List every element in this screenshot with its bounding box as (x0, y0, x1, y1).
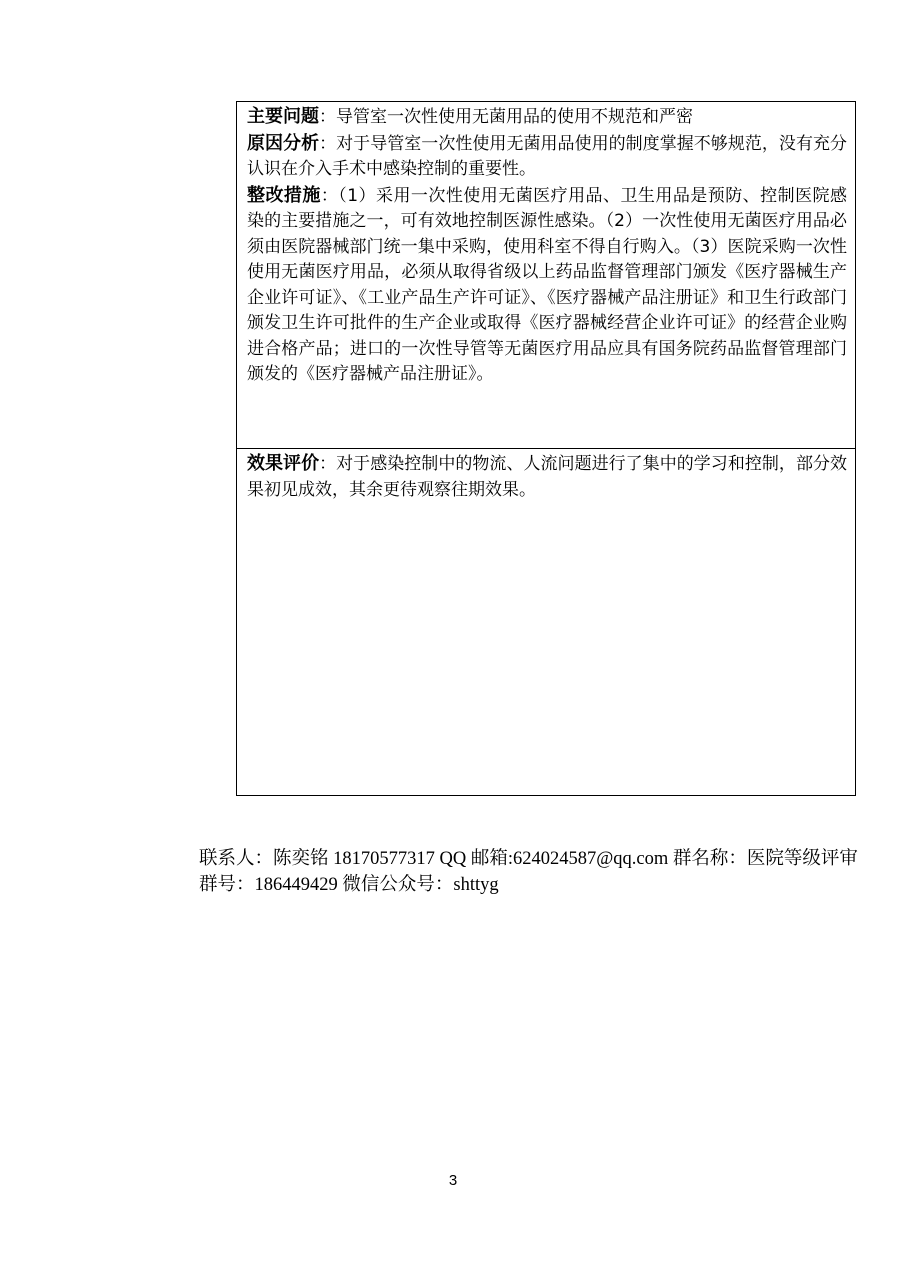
main-issue-text: ：导管室一次性使用无菌用品的使用不规范和严密 (319, 107, 693, 127)
measures-paragraph (247, 183, 847, 388)
problem-cell (237, 102, 855, 449)
cause-text: ：对于导管室一次性使用无菌用品使用的制度掌握不够规范，没有充分认识在介入手术中感染控制的重要性。 (247, 133, 848, 179)
cause-label: 原因分析 (247, 132, 320, 154)
cause-paragraph (247, 131, 847, 183)
measures-text: ：（1）采用一次性使用无菌医疗用品、卫生用品是预防、控制医院感染的主要措施之一，可有效地控制医源性感染。（2）一次性使用无菌医疗用品必须由医院器械部门统一集中采购，使用科室不得自行购入。（3）医院采购一次性使用无菌医疗用品，必须从取得省级以上药品监督管理部门颁发《医疗器械生产企业许可证》、《工业产品生产许可证》、《医疗器械产品注册证》和卫生行政部门颁发卫生许可批件的生产企业或取得《医疗器械经营企业许可证》的经营企业购进合格产品；进口的一次性导管等无菌医疗用品应具有国务院药品监督管理部门颁发的《医疗器械产品注册证》。 (247, 185, 847, 384)
measures-label: 整改措施 (247, 184, 321, 206)
report-table (236, 101, 856, 796)
main-issue-label: 主要问题 (247, 106, 319, 127)
main-issue-paragraph (247, 104, 847, 131)
evaluation-text: ：对于感染控制中的物流、人流问题进行了集中的学习和控制，部分效果初见成效，其余更待观察往期效果。 (247, 454, 848, 500)
page-number: 3 (448, 1172, 458, 1189)
evaluation-cell (237, 449, 855, 795)
contact-info: 联系人：陈奕铭 18170577317 QQ 邮箱:624024587@qq.com 群名称：医院等级评审 群号：186449429 微信公众号：shttyg (199, 849, 858, 895)
evaluation-label: 效果评价 (247, 453, 320, 474)
evaluation-paragraph (247, 451, 847, 503)
